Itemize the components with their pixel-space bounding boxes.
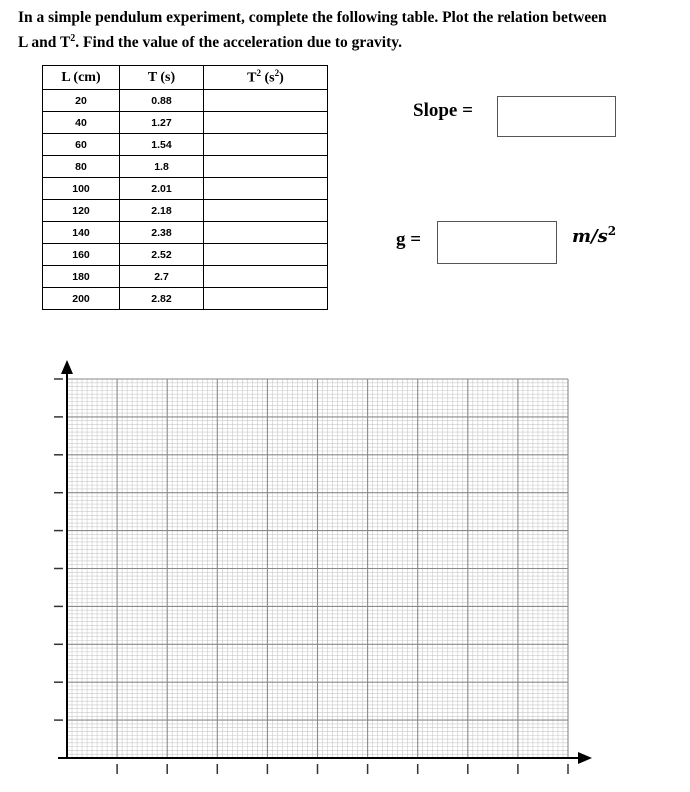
cell-length: 60 (43, 134, 120, 156)
cell-period: 2.01 (120, 178, 204, 200)
unit-exponent: 2 (607, 224, 617, 238)
header-length: L (cm) (43, 66, 120, 90)
cell-length: 140 (43, 222, 120, 244)
x-axis-arrow-icon (578, 752, 592, 764)
cell-length: 40 (43, 112, 120, 134)
unit-base: m/s (572, 226, 608, 247)
cell-period: 0.88 (120, 90, 204, 112)
header-period-sq-exp: 2 (256, 68, 262, 79)
slope-label: Slope = (413, 100, 473, 121)
y-axis-arrow-icon (61, 360, 73, 374)
cell-period: 2.38 (120, 222, 204, 244)
cell-length: 120 (43, 200, 120, 222)
cell-period: 1.27 (120, 112, 204, 134)
question-line-2-start: L and T (18, 34, 71, 52)
question-line-2-end: . Find the value of the acceleration due to gravity. (75, 34, 403, 52)
cell-length: 160 (43, 244, 120, 266)
cell-period: 2.7 (120, 266, 204, 288)
axis-ticks (54, 379, 568, 774)
question-line-2-exp: 2 (70, 33, 76, 44)
header-period-sq-base: T (247, 70, 257, 86)
header-unit-close: ) (279, 70, 284, 86)
cell-period: 1.8 (120, 156, 204, 178)
cell-length: 200 (43, 288, 120, 310)
cell-length: 180 (43, 266, 120, 288)
header-period: T (s) (120, 66, 204, 90)
cell-period: 2.82 (120, 288, 204, 310)
cell-period: 1.54 (120, 134, 204, 156)
cell-length: 20 (43, 90, 120, 112)
cell-length: 100 (43, 178, 120, 200)
cell-length: 80 (43, 156, 120, 178)
header-unit-open: (s (261, 70, 275, 86)
g-label: g = (396, 229, 422, 250)
header-unit-exp: 2 (274, 68, 280, 79)
question-line-1: In a simple pendulum experiment, complete the following table. Plot the relation between (18, 9, 607, 26)
cell-period: 2.18 (120, 200, 204, 222)
cell-period: 2.52 (120, 244, 204, 266)
